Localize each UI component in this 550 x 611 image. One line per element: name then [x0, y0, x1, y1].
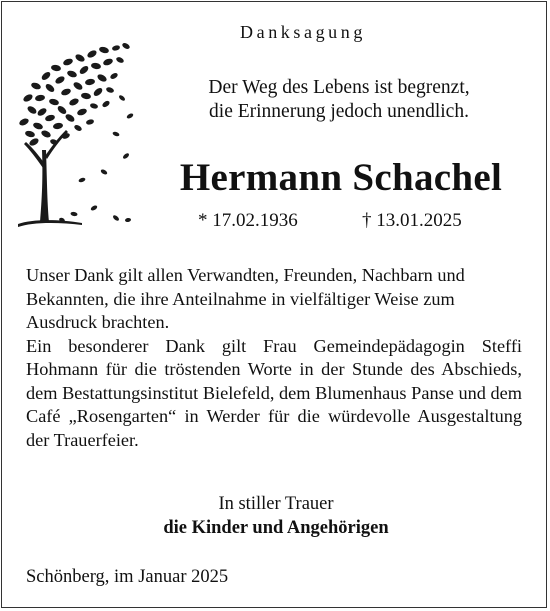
thanks-paragraph: Ein besonderer Dank gilt Frau Gemeindepädagogin Steffi Hohmann für die tröstenden Worte in der Stunde des Abschieds, dem Bestattungsinstitut Bielefeld, dem Blumenhaus Panse und dem Café „Rosengarten“ in Werder für die würdevolle Ausgestaltung der Trauerfeier.	[26, 335, 522, 450]
thanks-paragraph: Unser Dank gilt allen Verwandten, Freunden, Nachbarn und Bekannten, die ihre Anteilnahme in vielfältiger Weise zum Ausdruck brachten.	[26, 265, 465, 332]
signers: die Kinder und Angehörigen	[163, 518, 389, 538]
death-date: † 13.01.2025	[362, 210, 462, 231]
tree-icon	[12, 38, 140, 234]
notice-heading: Danksagung	[240, 22, 366, 42]
place-and-date: Schönberg, im Januar 2025	[26, 567, 229, 587]
deceased-name: Hermann Schachel	[179, 156, 503, 199]
closing-line: In stiller Trauer	[218, 494, 334, 514]
thanks-text	[26, 264, 522, 452]
memorial-quote	[174, 76, 504, 124]
birth-date: * 17.02.1936	[198, 210, 298, 231]
closing-signature	[2, 492, 550, 540]
obituary-notice	[1, 1, 547, 608]
quote-line: die Erinnerung jedoch unendlich.	[209, 101, 469, 122]
quote-line: Der Weg des Lebens ist begrenzt,	[208, 77, 470, 98]
